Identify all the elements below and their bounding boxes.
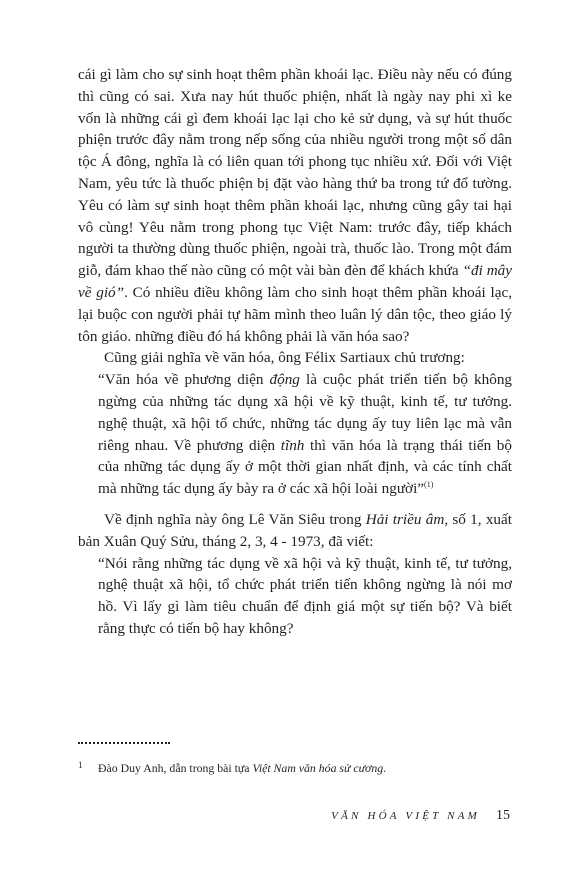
footnote-mark: 1 — [78, 760, 83, 770]
footnote: 1 Đào Duy Anh, dẫn trong bài tựa Việt Nam văn hóa sử cương. — [78, 757, 512, 776]
paragraph-3: Về định nghĩa này ông Lê Văn Siêu trong Hải triều âm, số 1, xuất bản Xuân Quý Sửu, tháng 2, 3, 4 - 1973, đã viết: — [78, 510, 512, 550]
italic-phrase: “đi mây về gió” — [78, 262, 513, 301]
page-number: 15 — [496, 808, 510, 823]
paragraph-1: cái gì làm cho sự sinh hoạt thêm phần khoái lạc. Điều này nếu có đúng thì cũng có sai. Xưa nay hút thuốc phiện, nhất là ngày nay phi xì ke vốn là những cái gì đem khoái lạc lại cho kẻ sử dụng, và sự hút thuốc phiện trước đây nằm trong nếp sống của nhiều người trong một số dân tộc Á đông, nghĩa là có liên quan tới phong tục nhiều xứ. Đối với Việt Nam, yêu tức là thuốc phiện bị đặt vào hàng thứ ba trong tứ đổ tường. Yêu có làm sự sinh hoạt thêm phần khoái lạc, nhưng cũng gây tai hại vô cùng! Yêu nằm trong phong tục Việt Nam: trước đây, tiếp khách người ta thường dùng thuốc phiện, ngoài trà, thuốc lào. Trong một đám giỗ, đám khao thế nào cũng có một vài bàn đèn để khách khứa “đi mây về gió”. Có nhiều điều không làm cho sinh hoạt thêm phần khoái lạc, lại buộc con người phải tự hãm mình theo luân lý dân tộc, theo giáo lý tôn giáo. những điều đó há không phải là văn hóa sao? — [78, 66, 513, 345]
running-footer — [331, 808, 510, 824]
quote-1: “Văn hóa về phương diện động là cuộc phát triển tiến bộ không ngừng của những tác dụng xã hội về kỹ thuật, kinh tế, tư tưởng. nghệ thuật, xã hội tổ chức, những tác dụng ấy tuy liên lạc mà vẫn riêng nhau. Về phương diện tĩnh thì văn hóa là trạng thái tiến bộ của những tác dụng ấy ở một thời gian nhất định, và các tính chất mà những tác dụng ấy bày ra ở các xã hội loài người”$^{(1)}$ — [98, 371, 513, 498]
book-title: VĂN HÓA VIỆT NAM — [331, 810, 480, 822]
italic-title: Hải triều âm — [365, 510, 445, 528]
quote-2: “Nói rằng những tác dụng về xã hội và kỹ thuật, kinh tế, tư tưởng, nghệ thuật xã hội, tổ chức phát triển tiến không ngừng là nói mơ hồ. Vì lấy gì làm tiêu chuẩn để định giá một sự tiến bộ? Và biết rằng thực có tiến bộ hay không? — [98, 554, 512, 637]
paragraph-2: Cũng giải nghĩa về văn hóa, ông Félix Sartiaux chủ trương: — [104, 349, 465, 367]
footnote-separator — [78, 742, 170, 744]
body-text — [78, 64, 512, 640]
footnote-ref: (1) — [424, 480, 434, 490]
